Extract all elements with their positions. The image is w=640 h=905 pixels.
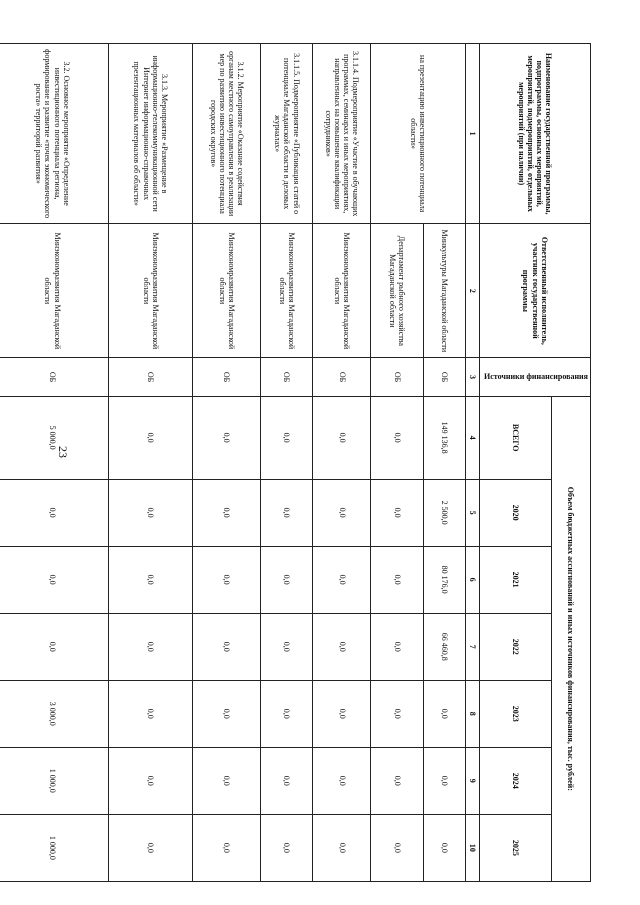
col-number: 2 <box>465 224 479 358</box>
row-y2021: 0,0 <box>193 546 261 613</box>
row-y2024: 0,0 <box>313 747 371 814</box>
row-y2020: 0,0 <box>261 479 313 546</box>
row-name: 3.1.3. Мероприятие «Размещение в информационно-телекоммуникационной сети Интернет информационно-справочных презентационных материалов об области» <box>109 44 193 224</box>
row-y2020: 0,0 <box>0 479 109 546</box>
row-exec: Минэкономразвития Магаданской области <box>0 224 109 358</box>
col-number: 1 <box>465 44 479 224</box>
row-src: ОБ <box>371 358 423 396</box>
row-y2020: 0,0 <box>193 479 261 546</box>
row-y2022: 0,0 <box>371 613 423 680</box>
col-number: 9 <box>465 747 479 814</box>
table-row <box>313 44 371 882</box>
row-y2022: 66 460,8 <box>423 613 465 680</box>
table-row <box>193 44 261 882</box>
row-y2024: 1 000,0 <box>0 747 109 814</box>
rotated-page <box>34 43 591 882</box>
row-exec: Минэкономразвития Магаданской области <box>261 224 313 358</box>
col-number: 4 <box>465 396 479 479</box>
row-y2021: 0,0 <box>0 546 109 613</box>
col-year-header: 2021 <box>479 546 551 613</box>
row-y2023: 0,0 <box>313 680 371 747</box>
col-number: 8 <box>465 680 479 747</box>
row-y2021: 0,0 <box>109 546 193 613</box>
row-y2021: 0,0 <box>313 546 371 613</box>
col-number: 3 <box>465 358 479 396</box>
col-number: 5 <box>465 479 479 546</box>
row-total: 5 000,0 <box>0 396 109 479</box>
row-src: ОБ <box>109 358 193 396</box>
row-y2023: 0,0 <box>371 680 423 747</box>
row-y2022: 0,0 <box>0 613 109 680</box>
col-year-header: 2024 <box>479 747 551 814</box>
row-y2020: 0,0 <box>313 479 371 546</box>
row-total: 0,0 <box>313 396 371 479</box>
table-row <box>0 44 109 882</box>
col-name-header: Наименование государственной программы, подпрограммы, основных мероприятий, мероприятий, подмероприятий, отдельных мероприятий (при наличии) <box>479 44 590 224</box>
row-y2023: 0,0 <box>423 680 465 747</box>
table-row <box>423 44 465 882</box>
col-year-header: 2023 <box>479 680 551 747</box>
row-y2022: 0,0 <box>193 613 261 680</box>
row-src: ОБ <box>0 358 109 396</box>
row-y2021: 80 176,0 <box>423 546 465 613</box>
row-y2020: 0,0 <box>371 479 423 546</box>
col-total-header: ВСЕГО <box>479 396 551 479</box>
row-y2021: 0,0 <box>371 546 423 613</box>
financing-table <box>0 43 591 882</box>
row-name: 3.1.1.5. Подмероприятие «Публикация статей о потенциале Магаданской области в деловых журналах» <box>261 44 313 224</box>
row-exec: Минэкономразвития Магаданской области <box>109 224 193 358</box>
row-y2024: 0,0 <box>371 747 423 814</box>
row-y2024: 0,0 <box>261 747 313 814</box>
row-src: ОБ <box>261 358 313 396</box>
row-y2025: 0,0 <box>371 814 423 881</box>
row-name: 3.1.1.4. Подмероприятие «Участие в обучающих программах, семинарах и иных мероприятиях, направленных на повышение квалификации сотрудников» <box>313 44 371 224</box>
col-number: 10 <box>465 814 479 881</box>
row-name: 3.1.2. Мероприятие «Оказание содействия органам местного самоуправления в реализации мер по развитию инвестиционного потенциала городских округов» <box>193 44 261 224</box>
row-y2023: 0,0 <box>261 680 313 747</box>
row-y2020: 0,0 <box>109 479 193 546</box>
page-number: 23 <box>56 446 70 458</box>
row-y2025: 0,0 <box>109 814 193 881</box>
row-total: 0,0 <box>371 396 423 479</box>
row-y2024: 0,0 <box>423 747 465 814</box>
row-y2022: 0,0 <box>109 613 193 680</box>
row-y2024: 0,0 <box>109 747 193 814</box>
col-number: 7 <box>465 613 479 680</box>
col-exec-header: Ответственный исполнитель, участник государственной программы <box>479 224 590 358</box>
col-year-header: 2022 <box>479 613 551 680</box>
table-row <box>109 44 193 882</box>
table-row <box>261 44 313 882</box>
col-year-header: 2020 <box>479 479 551 546</box>
col-src-header <box>479 358 590 396</box>
row-exec: Минкультуры Магаданской области <box>423 224 465 358</box>
row-src: ОБ <box>313 358 371 396</box>
row-name: 3.2. Основное мероприятие «Определение инвестиционного потенциала региона, формирование и развитие «точек экономического роста» территорий развития» <box>0 44 109 224</box>
col-group-header: Объем бюджетных ассигнований и иных источников финансирования, тыс. рублей: <box>551 396 590 881</box>
row-y2021: 0,0 <box>261 546 313 613</box>
row-y2020: 2 500,0 <box>423 479 465 546</box>
row-y2023: 0,0 <box>193 680 261 747</box>
col-src-label: Источники финансирования <box>484 372 588 382</box>
row-y2024: 0,0 <box>193 747 261 814</box>
row-src: ОБ <box>193 358 261 396</box>
row-name: на презентацию инвестиционного потенциала области» <box>371 44 465 224</box>
col-year-header: 2025 <box>479 814 551 881</box>
row-exec: Минэкономразвития Магаданской области <box>193 224 261 358</box>
row-exec: Департамент рыбного хозяйства Магаданской области <box>371 224 423 358</box>
row-y2025: 0,0 <box>193 814 261 881</box>
row-src: ОБ <box>423 358 465 396</box>
row-y2025: 0,0 <box>261 814 313 881</box>
row-y2022: 0,0 <box>261 613 313 680</box>
row-y2023: 0,0 <box>109 680 193 747</box>
row-total: 0,0 <box>193 396 261 479</box>
col-number: 6 <box>465 546 479 613</box>
row-total: 0,0 <box>109 396 193 479</box>
row-y2025: 0,0 <box>313 814 371 881</box>
row-y2025: 0,0 <box>423 814 465 881</box>
row-total: 0,0 <box>261 396 313 479</box>
row-y2023: 3 000,0 <box>0 680 109 747</box>
row-exec: Минэкономразвития Магаданской области <box>313 224 371 358</box>
row-total: 149 136,8 <box>423 396 465 479</box>
row-y2025: 1 000,0 <box>0 814 109 881</box>
row-y2022: 0,0 <box>313 613 371 680</box>
